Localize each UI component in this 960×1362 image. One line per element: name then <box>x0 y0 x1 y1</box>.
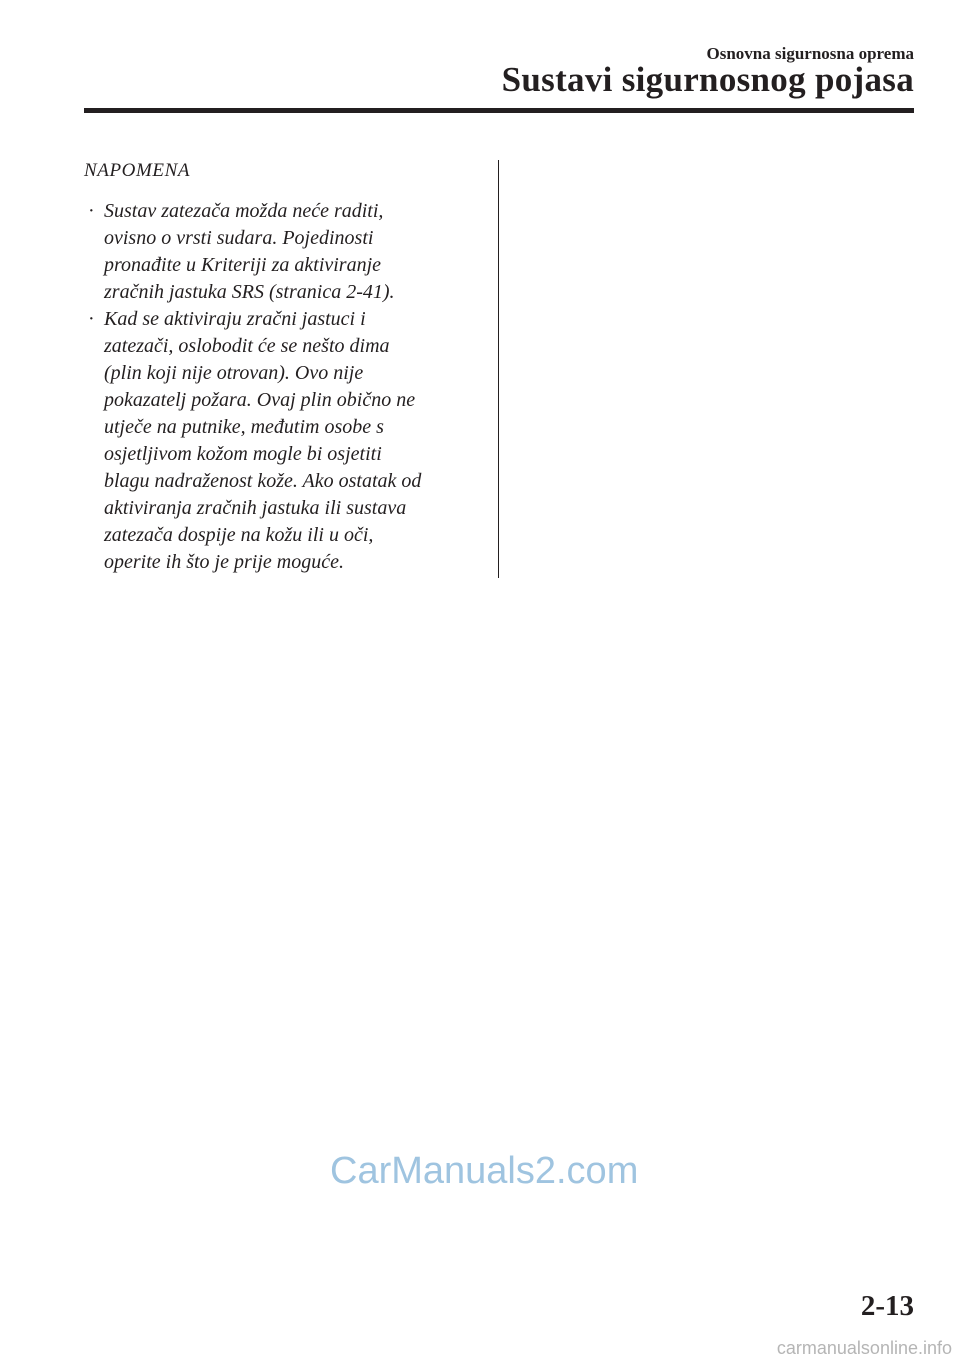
note-list <box>84 198 484 576</box>
note-line: pokazatelj požara. Ovaj plin obično ne <box>104 389 416 411</box>
note-item <box>84 306 484 576</box>
note-line: Sustav zatezača možda neće raditi, <box>104 200 384 222</box>
page-title: Sustavi sigurnosnog pojasa <box>501 60 914 99</box>
note-line: ovisno o vrsti sudara. Pojedinosti <box>104 227 374 249</box>
note-line: (plin koji nije otrovan). Ovo nije <box>104 362 364 384</box>
note-line: utječe na putnike, međutim osobe s <box>104 416 384 438</box>
note-line: pronađite u Kriteriji za aktiviranje <box>104 254 382 276</box>
note-line: blagu nadraženost kože. Ako ostatak od <box>104 470 422 492</box>
note-line: zračnih jastuka SRS (stranica 2-41). <box>104 281 395 303</box>
note-line: Kad se aktiviraju zračni jastuci i <box>104 308 366 330</box>
column-divider <box>498 160 499 578</box>
note-line: operite ih što je prije moguće. <box>104 551 344 573</box>
bullet-icon: · <box>88 200 95 222</box>
note-item <box>84 198 484 306</box>
footer-watermark: carmanualsonline.info <box>776 1338 952 1358</box>
note-line: zatezača dospije na kožu ili u oči, <box>104 524 374 546</box>
note-line: osjetljivom kožom mogle bi osjetiti <box>104 443 382 465</box>
note-heading: NAPOMENA <box>84 160 191 181</box>
page-number: 2-13 <box>860 1290 914 1322</box>
section-label: Osnovna sigurnosna oprema <box>706 44 914 63</box>
watermark: CarManuals2.com <box>330 1150 639 1192</box>
bullet-icon: · <box>88 308 95 330</box>
header-divider <box>84 108 914 113</box>
note-line: zatezači, oslobodit će se nešto dima <box>104 335 390 357</box>
note-line: aktiviranja zračnih jastuka ili sustava <box>104 497 407 519</box>
